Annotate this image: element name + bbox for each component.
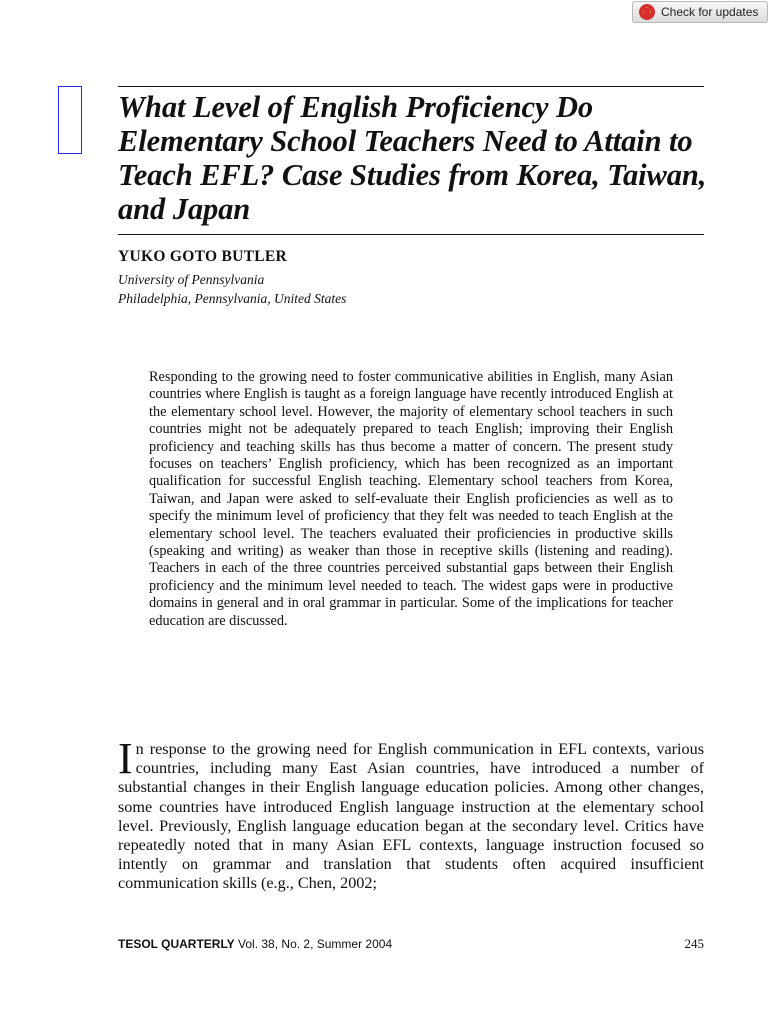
affiliation-institution: University of Pennsylvania	[118, 272, 265, 287]
title-bottom-rule	[118, 234, 704, 235]
check-for-updates-label: Check for updates	[661, 5, 759, 19]
body-paragraph	[118, 734, 704, 894]
page-footer	[118, 936, 704, 952]
journal-citation	[118, 937, 392, 951]
title-top-rule	[118, 86, 704, 87]
link-annotation-box[interactable]	[58, 86, 82, 154]
article-title: What Level of English Proficiency Do Elementary School Teachers Need to Attain to Teach EFL? Case Studies from Korea, Taiwan, and Japan	[118, 90, 707, 226]
check-for-updates-button[interactable]	[632, 1, 768, 23]
page-number: 245	[684, 936, 704, 951]
abstract: Responding to the growing need to foster communicative abilities in English, many Asian countries where English is taught as a foreign language have recently introduced English at the elementary school level. However, the majority of elementary school teachers in such countries might not be adequately prepared to teach English; improving their English proficiency and teaching skills has thus become a matter of concern. The present study focuses on teachers’ English proficiency, which has been recognized as an important qualification for successful English teaching. Elementary school teachers from Korea, Taiwan, and Japan were asked to self-evaluate their English proficiencies as well as to specify the minimum level of proficiency that they felt was needed to teach English at the elementary school level. The teachers evaluated their proficiencies in productive skills (speaking and writing) as weaker than those in receptive skills (listening and reading). Teachers in each of the three countries perceived substantial gaps between their English proficiency and the minimum level needed to teach. The widest gaps were in productive domains in general and in oral grammar in particular. Some of the implications for teacher education are discussed.	[149, 369, 673, 629]
author-affiliation	[118, 270, 346, 308]
journal-name: TESOL QUARTERLY	[118, 937, 235, 951]
journal-issue: Vol. 38, No. 2, Summer 2004	[238, 937, 393, 951]
author-name: YUKO GOTO BUTLER	[118, 248, 288, 265]
affiliation-location: Philadelphia, Pennsylvania, United States	[118, 291, 347, 306]
drop-cap: I	[118, 734, 133, 783]
crossmark-icon	[639, 4, 655, 20]
body-paragraph-text: n response to the growing need for English communication in EFL contexts, various countries, including many East Asian countries, have introduced a number of substantial changes in their English language education policies. Among other changes, some countries have introduced English language instruction at the elementary school level. Previously, English language education began at the secondary level. Critics have repeatedly noted that in many Asian EFL contexts, language instruction focused so intently on grammar and translation that students often acquired insufficient communication skills (e.g., Chen, 2002;	[118, 740, 704, 893]
